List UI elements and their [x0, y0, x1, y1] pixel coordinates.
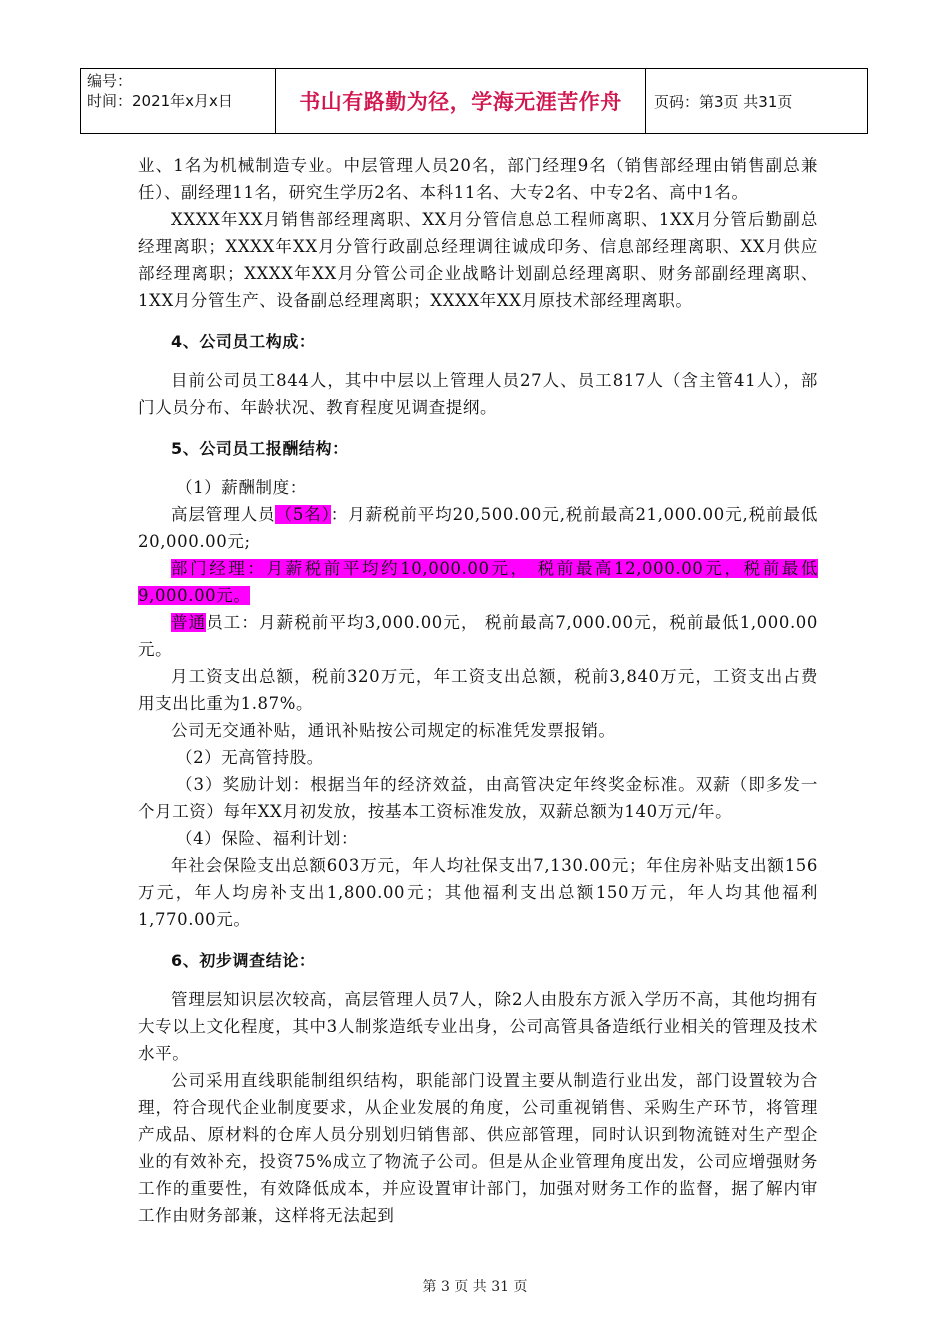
section-heading: 5、公司员工报酬结构：	[171, 439, 349, 458]
paragraph: （3）奖励计划：根据当年的经济效益，由高管决定年终奖金标准。双薪（即多发一个月工资）每年XX月初发放，按基本工资标准发放，双薪总额为140万元/年。	[138, 775, 818, 821]
document-date: 时间：2021年x月x日	[87, 92, 233, 110]
document-number: 编号：	[87, 72, 133, 90]
highlighted-text: 部门经理：月薪税前平均约10,000.00元， 税前最高12,000.00元，税前最低9,000.00元。	[138, 559, 818, 605]
paragraph: （4）保险、福利计划：	[176, 829, 359, 848]
paragraph: （2）无高管持股。	[176, 748, 324, 767]
page-footer: 第 3 页 共 31 页	[422, 1279, 528, 1295]
paragraph: 月工资支出总额，税前320万元，年工资支出总额，税前3,840万元，工资支出占费用支出比重为1.87%。	[138, 667, 818, 713]
header-info-cell	[81, 69, 276, 133]
highlighted-text: 普通	[171, 613, 207, 632]
text-run: 员工：月薪税前平均3,000.00元， 税前最高7,000.00元，税前最低1,000.00元。	[138, 613, 818, 659]
paragraph	[138, 555, 818, 609]
paragraph: （1）薪酬制度：	[176, 478, 307, 497]
highlighted-text: （5名）	[275, 505, 331, 524]
document-body	[138, 152, 818, 1229]
paragraph: 目前公司员工844人，其中中层以上管理人员27人、员工817人（含主管41人），部门人员分布、年龄状况、教育程度见调查提纲。	[138, 371, 818, 417]
paragraph	[138, 501, 818, 555]
header-page-number: 页码：第3页 共31页	[654, 92, 793, 111]
section-heading: 6、初步调查结论：	[171, 951, 316, 970]
header-motto: 书山有路勤为径，学海无涯苦作舟	[276, 69, 646, 133]
paragraph: 年社会保险支出总额603万元，年人均社保支出7,130.00元；年住房补贴支出额156万元，年人均房补支出1,800.00元；其他福利支出总额150万元，年人均其他福利 1,770.00元。	[138, 856, 818, 929]
paragraph: 公司采用直线职能制组织结构，职能部门设置主要从制造行业出发，部门设置较为合理，符合现代企业制度要求，从企业发展的角度，公司重视销售、采购生产环节，将管理产成品、原材料的仓库人员分别划归销售部、供应部管理，同时认识到物流链对生产型企业的有效补充，投资75%成立了物流子公司。但是从企业管理角度出发，公司应增强财务工作的重要性，有效降低成本，并应设置审计部门，加强对财务工作的监督，据了解内审工作由财务部兼，这样将无法起到	[138, 1071, 818, 1225]
paragraph: XXXX年XX月销售部经理离职、XX月分管信息总工程师离职、1XX月分管后勤副总经理离职；XXXX年XX月分管行政副总经理调往诚成印务、信息部经理离职、XX月供应部经理离职；XXXX年XX月分管公司企业战略计划副总经理离职、财务部副经理离职、1XX月分管生产、设备副总经理离职；XXXX年XX月原技术部经理离职。	[138, 210, 818, 310]
paragraph: 公司无交通补贴，通讯补贴按公司规定的标准凭发票报销。	[171, 721, 616, 740]
text-run: 高层管理人员	[171, 505, 276, 524]
paragraph	[138, 609, 818, 663]
text-run: ：月薪税前平均20,500.00元,税前最高21,000.00元,税前最低20,000.00元;	[138, 505, 818, 551]
page-header	[80, 68, 868, 134]
section-heading: 4、公司员工构成：	[171, 332, 316, 351]
paragraph: 管理层知识层次较高，高层管理人员7人，除2人由股东方派入学历不高，其他均拥有大专以上文化程度，其中3人制浆造纸专业出身，公司高管具备造纸行业相关的管理及技术水平。	[138, 990, 818, 1063]
paragraph: 业、1名为机械制造专业。中层管理人员20名，部门经理9名（销售部经理由销售副总兼任）、副经理11名，研究生学历2名、本科11名、大专2名、中专2名、高中1名。	[138, 156, 818, 202]
